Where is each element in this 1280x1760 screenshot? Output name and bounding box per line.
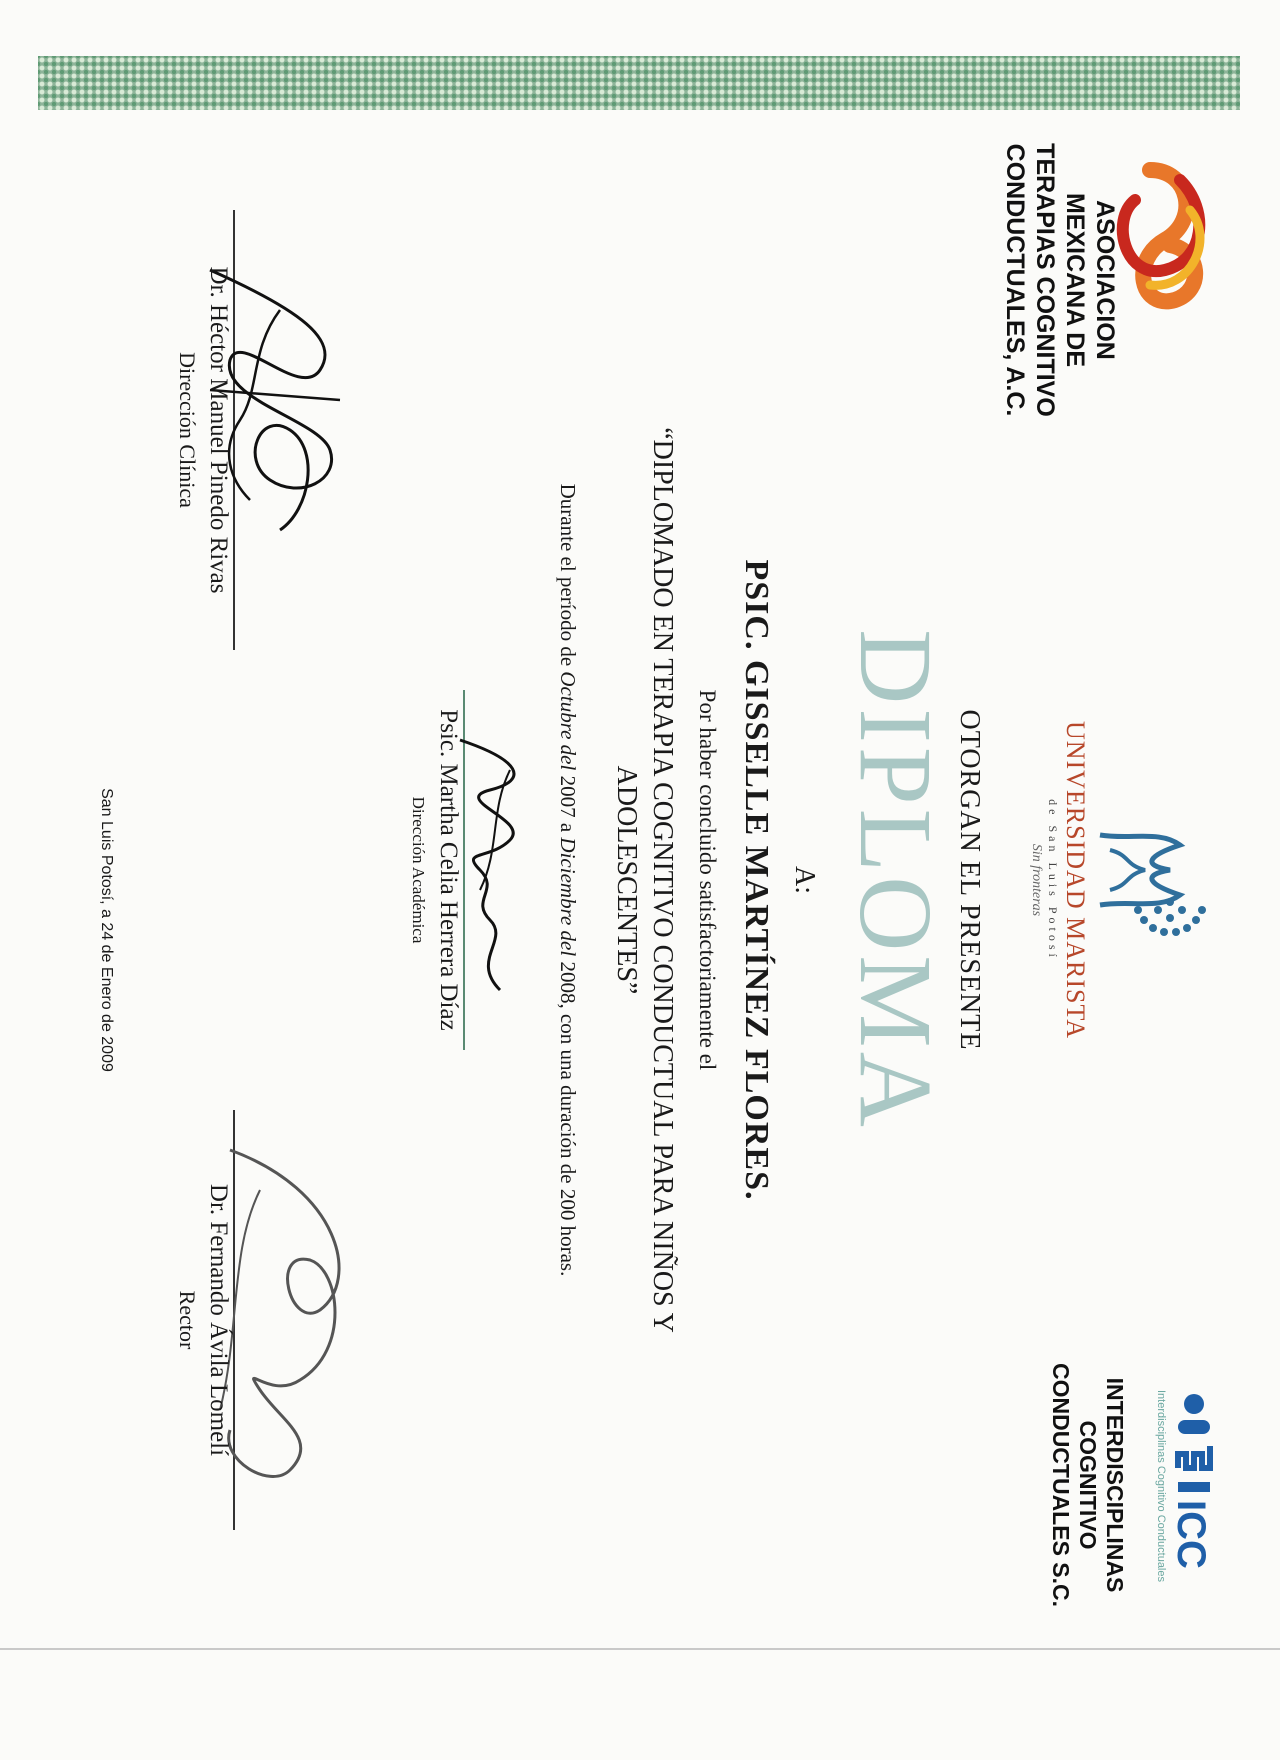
signatory-name: Psic. Martha Celia Herrera Díaz xyxy=(435,709,462,1031)
signatory-name: Dr. Fernando Ávila Lomelí xyxy=(205,1183,232,1457)
period-prefix: Durante el período de xyxy=(556,483,580,667)
period-suffix: con una duración de 200 horas. xyxy=(556,1013,580,1277)
otorgan-heading: OTORGAN EL PRESENTE xyxy=(954,709,985,1051)
signatory-role: Dirección Clínica xyxy=(175,352,200,508)
place-and-date: San Luis Potosí, a 24 de Enero de 2009 xyxy=(98,788,115,1072)
icc-line: INTERDISCIPLINAS xyxy=(1102,1377,1128,1593)
icc-name xyxy=(1047,1340,1128,1630)
amtcc-line: CONDUCTUALES, A.C. xyxy=(1001,143,1029,417)
course-title xyxy=(608,330,680,1430)
period-middle: a xyxy=(556,822,580,833)
course-title-line: ADOLESCENTES” xyxy=(611,765,642,995)
signatory-role: Dirección Académica xyxy=(409,796,428,944)
page-edge-line xyxy=(0,1648,1280,1650)
amtcc-line: ASOCIACION xyxy=(1091,200,1119,360)
rotated-diploma-content xyxy=(40,130,1240,1630)
period-end-year: 2008, xyxy=(556,961,580,1009)
course-period xyxy=(555,280,580,1480)
amtcc-line: MEXICANA DE xyxy=(1061,192,1089,368)
signatory-name: Dr. Héctor Manuel Pinedo Rivas xyxy=(205,266,232,594)
icc-logo-icon xyxy=(1140,1390,1220,1610)
recipient-prefix: A: xyxy=(789,866,820,894)
icc-logo-letters: ICC xyxy=(1169,1500,1213,1569)
icc-line: COGNITIVO xyxy=(1075,1420,1101,1550)
period-start-month: Octubre del xyxy=(556,671,580,771)
recipient-name: PSIC. GISSELLE MARTÍNEZ FLORES. xyxy=(738,559,775,1201)
marista-motto: Sin fronteras xyxy=(1029,843,1044,917)
marista-name: UNIVERSIDAD MARISTA xyxy=(1061,720,1090,1040)
completion-statement: Por haber concluido satisfactoriamente el xyxy=(695,689,720,1071)
decorative-dot-band xyxy=(38,56,1240,110)
period-start-year: 2007 xyxy=(556,775,580,818)
period-end-month: Diciembre del xyxy=(556,837,580,957)
amtcc-line: TERAPIAS COGNITIVO xyxy=(1031,143,1059,417)
course-title-line: “DIPLOMADO EN TERAPIA COGNITIVO CONDUCTUAL PARA NIÑOS Y xyxy=(647,427,678,1333)
icc-logo-subtitle: Interdisciplinas Cognitivo Conductuales xyxy=(1155,1390,1167,1582)
marista-subtitle: de San Luis Potosí xyxy=(1046,799,1060,961)
amtcc-name xyxy=(1000,140,1120,420)
icc-line: CONDUCTUALES S.C. xyxy=(1048,1362,1074,1608)
signatory-role: Rector xyxy=(175,1290,200,1350)
marista-logo-icon xyxy=(1080,820,1220,950)
diploma-title: DIPLOMA xyxy=(838,629,953,1131)
